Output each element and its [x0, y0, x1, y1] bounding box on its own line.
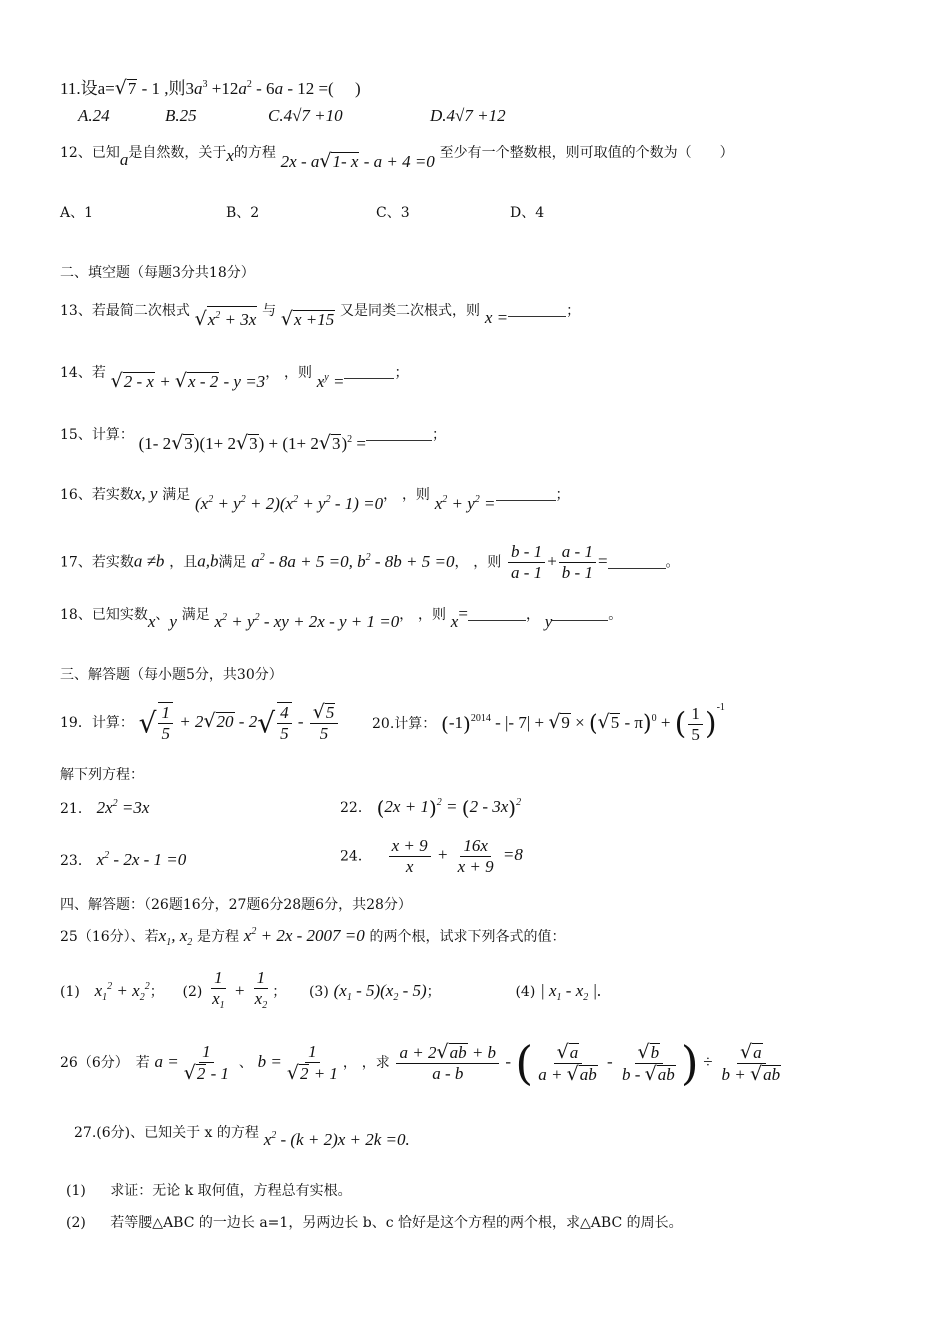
question-16: 16、若实数x, y 满足 $(x^2 + y^2 + 2)(x^2 + y^2 - 1) =0$， ，则 $x^2 + y^2$ = ；	[60, 484, 570, 513]
q19-text-a: 19．计算：	[60, 714, 134, 731]
q27-part-1-label: (1)	[66, 1183, 86, 1199]
q27-part-2-text: 若等腰△ABC 的一边长 a=1，另两边长 b、c 恰好是这个方程的两个根，求△ABC 的周长。	[110, 1215, 683, 1231]
q25-part-3-label: (3)	[308, 983, 329, 1000]
q18-text-c: 满足	[181, 607, 210, 623]
section-3-heading: 三、解答题（每小题5分，共30分）	[60, 667, 283, 683]
q16-text-b: 满足	[162, 487, 191, 503]
q13-answer-blank[interactable]	[508, 304, 566, 317]
question-18: 18、已知实数x、y 满足 $x^2 + y^2$ - xy + 2x - y + 1 =0， ，则 x= ， y 。	[60, 604, 623, 631]
q11-expr: a=√7 - 1 ,则$3a^3 +12a^2 - 6a - 12$ =( )	[97, 77, 361, 99]
question-23: 23． $x^2 - 2x - 1 =0$	[60, 850, 187, 869]
q11-label: 11.设	[60, 79, 98, 98]
q27-part-2-label: (2)	[66, 1215, 86, 1231]
q20-text-a: 20.计算：	[372, 716, 437, 732]
question-15: 15、计算： (1- $2√3)(1+ 2√3) + (1+ 2√3)^2$ = ；	[60, 427, 446, 454]
q11-option-b: B.25	[165, 106, 197, 125]
q15-answer-blank[interactable]	[366, 428, 432, 441]
q25-part-1-label: (1)	[60, 983, 80, 1000]
q26-text-a: 26（6分） 若	[60, 1054, 150, 1071]
q25-text-a: 25（16分）、若	[60, 929, 159, 945]
q23-label: 23．	[60, 853, 92, 869]
q14-answer-blank[interactable]	[344, 366, 394, 379]
q27-part-1-text: 求证：无论 k 取何值，方程总有实根。	[110, 1183, 352, 1199]
q16-answer-blank[interactable]	[496, 488, 556, 501]
question-13: 13、若最简二次根式 $√x^2 + 3x$ 与 √x +15 又是同类二次根式，则 x = ；	[60, 303, 581, 330]
q27-text-a: 27.(6分)、已知关于 x 的方程	[74, 1125, 259, 1141]
question-11	[60, 74, 361, 99]
q17-text-c: 满足	[218, 554, 247, 571]
q18-y-blank[interactable]	[552, 608, 608, 621]
q24-label: 24．	[340, 848, 372, 865]
q11-option-d: D.4√7 +12	[430, 106, 506, 125]
q15-text-a: 15、计算：	[60, 427, 134, 443]
q13-text-c: 又是同类二次根式，则	[340, 303, 481, 319]
q12-text-d: 至少有一个整数根，则可取值的个数为（ ）	[439, 145, 734, 161]
q21-label: 21．	[60, 801, 92, 817]
q27-part-2	[66, 1212, 683, 1232]
q13-text-a: 13、若最简二次根式	[60, 303, 190, 319]
question-12: 12、已知a是自然数，关于x的方程 2x - a√1- x - a + 4 =0 至少有一个整数根，则可取值的个数为（ ）	[60, 145, 734, 172]
question-24: 24． $\frac{x + 9}{x}$ + $\frac{16x}{x + 9}$ =8	[340, 836, 523, 876]
q25-text-b: 是方程	[197, 929, 240, 945]
q17-end: 。	[665, 554, 680, 571]
q12-text-c: 的方程	[233, 145, 276, 161]
q25-text-c: 的两个根，试求下列各式的值：	[369, 929, 566, 945]
q18-text-a: 18、已知实数	[60, 607, 148, 623]
q17-text-b: ，且	[169, 554, 198, 571]
q18-text-d: ，则	[418, 607, 447, 623]
q17-text-a: 17、若实数	[60, 554, 134, 571]
question-25: 25（16分）、若$x_1$, $x_2$ 是方程 $x^2 + 2x - 2007 =0$ 的两个根，试求下列各式的值：	[60, 926, 566, 948]
q22-label: 22．	[340, 799, 372, 816]
q12-option-c: C、3	[376, 205, 410, 221]
q16-text-a: 16、若实数	[60, 487, 134, 503]
q17-text-d: ，则	[473, 554, 502, 571]
section-4-heading: 四、解答题：（26题16分，27题6分28题6分，共28分）	[60, 897, 412, 913]
solve-heading: 解下列方程：	[60, 767, 144, 783]
q13-text-b: 与	[262, 303, 277, 319]
q17-answer-blank[interactable]	[608, 556, 666, 569]
question-14: 14、若 √2 - x + √x - 2 - y =3， ，则 $x^y$ = ；	[60, 365, 409, 392]
q26-text-b: 、	[238, 1054, 253, 1071]
q18-end: 。	[608, 607, 623, 623]
q14-text-b: ，则	[283, 365, 312, 381]
question-21: 21． $2x^2 =3x$	[60, 798, 150, 817]
q25-parts: (1) $x_1^2 + x_2^2$； (2) $\frac{1}{x_1}$ + $\frac{1}{x_2}$ ； (3) $(x_1 - 5)(x_2 - 5)$； (4) | $x_1 - x_2$ |.	[60, 968, 602, 1011]
section-2-heading: 二、填空题（每题3分共18分）	[60, 265, 255, 281]
q16-text-c: ，则	[401, 487, 430, 503]
q12-option-a: A、1	[60, 205, 94, 221]
q12-option-b: B、2	[226, 205, 260, 221]
question-26: 26（6分） 若 a = $\frac{1}{√2 - 1}$ 、 b = $\frac{1}{√2 + 1}$ ， ，求 $\frac{a + 2√ab + b}{a - b}$ - ( $\frac{√a}{a + √ab}$ - $\frac{√b}{b - √ab}$ ) ÷ $\frac{√a}{b + √ab}$	[60, 1036, 781, 1090]
question-22: 22． $(2x + 1)^2 = (2 - 3x)^2$	[340, 796, 522, 820]
q25-part-2-label: (2)	[182, 983, 203, 1000]
question-19: 19．计算： √ $\frac{1}{5}$ + 2√20 - 2√ $\frac{4}{5}$ - $\frac{√5}{5}$	[60, 702, 340, 744]
question-27: 27.(6分)、已知关于 x 的方程 $x^2 - (k + 2)x + 2k =0$.	[74, 1125, 410, 1149]
q26-text-c: ，求	[361, 1054, 390, 1071]
q11-option-c: C.4√7 +10	[268, 106, 343, 125]
q11-option-a: A.24	[78, 106, 110, 125]
q12-equation: 2x - a√1- x - a + 4 =0	[280, 150, 435, 172]
q25-part-4-label: (4)	[515, 983, 536, 1000]
q12-text-a: 12、已知	[60, 145, 120, 161]
q14-text-a: 14、若	[60, 365, 106, 381]
question-17: 17、若实数a ≠b ，且a,b满足 $a^2 - 8a + 5 =0$, $b^2 - 8b + 5 =0$， ，则 $\frac{b - 1}{a - 1}$ + $\frac{a - 1}{b - 1}$ = 。	[60, 542, 680, 582]
question-20: 20.计算： $(-1)^{2014}$ - |- 7| + √9 × (√5 - π)$^0$ + ( $\frac{1}{5}$ )$^{-1}$	[372, 702, 725, 744]
q18-text-b: 、	[155, 607, 170, 623]
q12-option-d: D、4	[510, 205, 545, 221]
q27-part-1	[66, 1180, 352, 1200]
q18-x-blank[interactable]	[468, 608, 526, 621]
q12-text-b: 是自然数，关于	[128, 145, 227, 161]
